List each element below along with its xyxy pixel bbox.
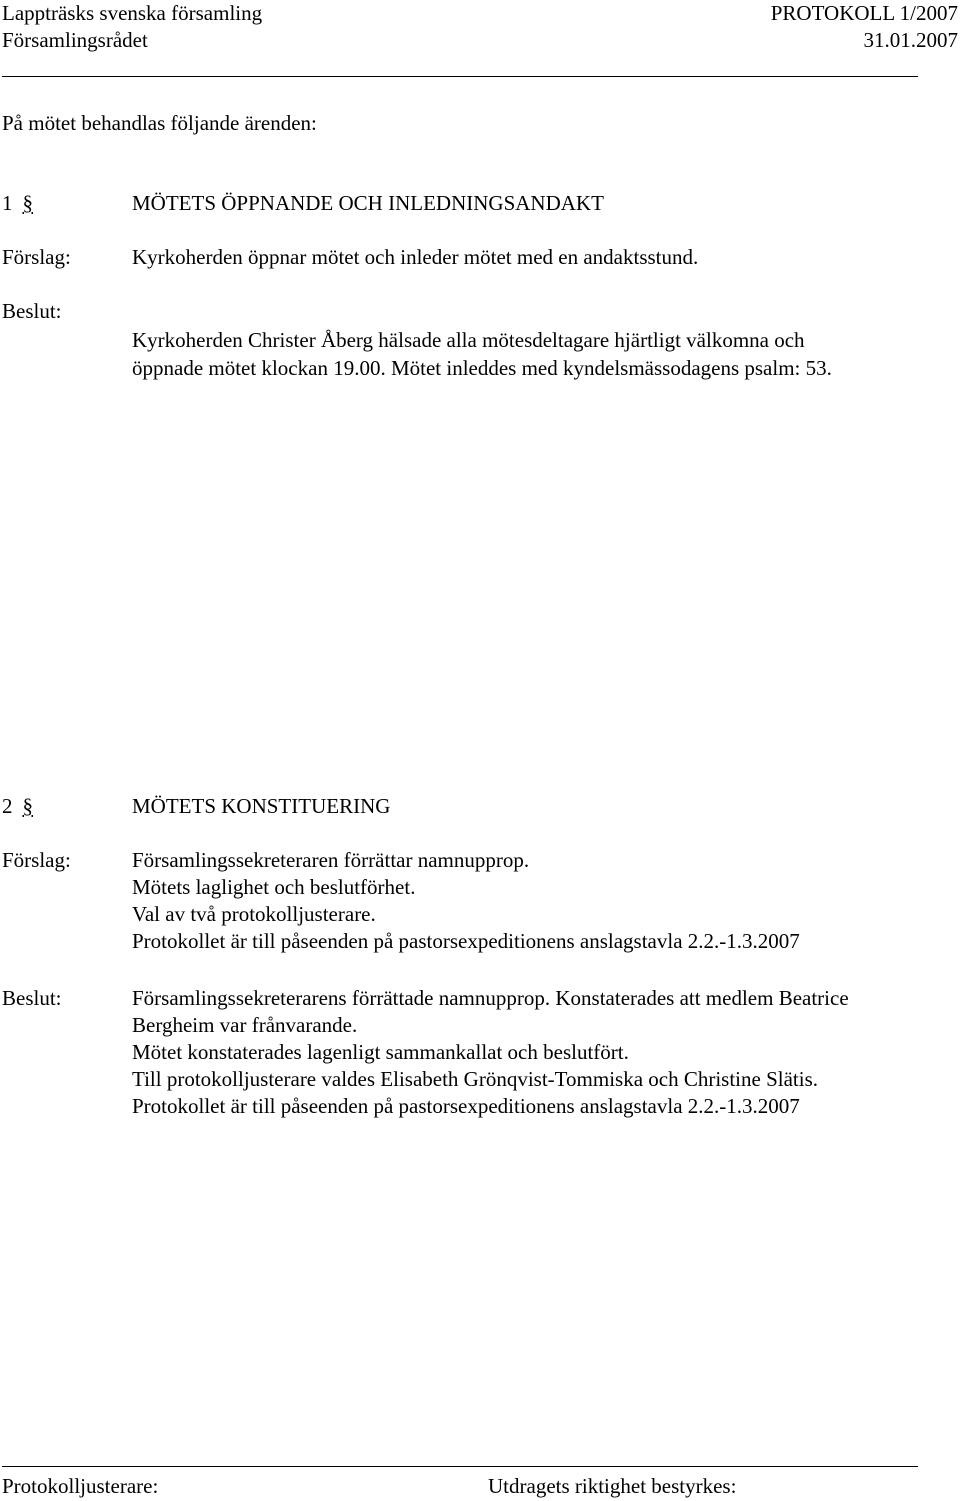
intro-text: På mötet behandlas följande ärenden: <box>2 111 317 135</box>
section-2-proposal-line: Mötets laglighet och beslutförhet. <box>132 875 416 899</box>
header-organization: Lappträsks svenska församling <box>2 1 263 25</box>
section-number: 2 <box>2 794 13 818</box>
section-2-decision-line: Bergheim var frånvarande. <box>132 1013 358 1037</box>
section-2-proposal-line: Val av två protokolljusterare. <box>132 902 376 926</box>
header-body: Församlingsrådet <box>2 28 148 52</box>
section-1-title: MÖTETS ÖPPNANDE OCH INLEDNINGSANDAKT <box>132 191 604 215</box>
footer-signatory-label: Protokolljusterare: <box>2 1474 159 1498</box>
section-2-decision-line: Församlingssekreterarens förrättade namnupprop. Konstaterades att medlem Beatrice <box>132 986 849 1010</box>
section-1-decision-label: Beslut: <box>2 299 62 323</box>
paragraph-sign: § <box>22 794 33 818</box>
section-2-proposal-line: Församlingssekreteraren förrättar namnupprop. <box>132 848 530 872</box>
section-2-title: MÖTETS KONSTITUERING <box>132 794 391 818</box>
header-rule <box>2 76 918 77</box>
section-2-proposal-label: Förslag: <box>2 848 71 872</box>
section-2-decision-label: Beslut: <box>2 986 62 1010</box>
section-1-proposal-label: Förslag: <box>2 245 71 269</box>
header-date: 31.01.2007 <box>863 28 958 52</box>
footer-certification-label: Utdragets riktighet bestyrkes: <box>488 1474 737 1498</box>
section-number: 1 <box>2 191 13 215</box>
section-1-number <box>2 190 33 216</box>
section-1-proposal-line: Kyrkoherden öppnar mötet och inleder mötet med en andaktsstund. <box>132 245 699 269</box>
section-2-decision-line: Mötet konstaterades lagenligt sammankallat och beslutfört. <box>132 1040 629 1064</box>
header-protocol-number: PROTOKOLL 1/2007 <box>770 1 958 25</box>
paragraph-sign: § <box>22 191 33 215</box>
section-1-decision-line: öppnade mötet klockan 19.00. Mötet inleddes med kyndelsmässodagens psalm: 53. <box>132 356 832 380</box>
section-2-number <box>2 793 33 819</box>
footer-rule <box>2 1466 918 1467</box>
section-2-decision-line: Till protokolljusterare valdes Elisabeth Grönqvist-Tommiska och Christine Slätis. <box>132 1067 819 1091</box>
section-2-decision-line: Protokollet är till påseenden på pastorsexpeditionens anslagstavla 2.2.-1.3.2007 <box>132 1094 800 1118</box>
section-1-decision-line: Kyrkoherden Christer Åberg hälsade alla mötesdeltagare hjärtligt välkomna och <box>132 328 805 352</box>
section-2-proposal-line: Protokollet är till påseenden på pastorsexpeditionens anslagstavla 2.2.-1.3.2007 <box>132 929 800 953</box>
